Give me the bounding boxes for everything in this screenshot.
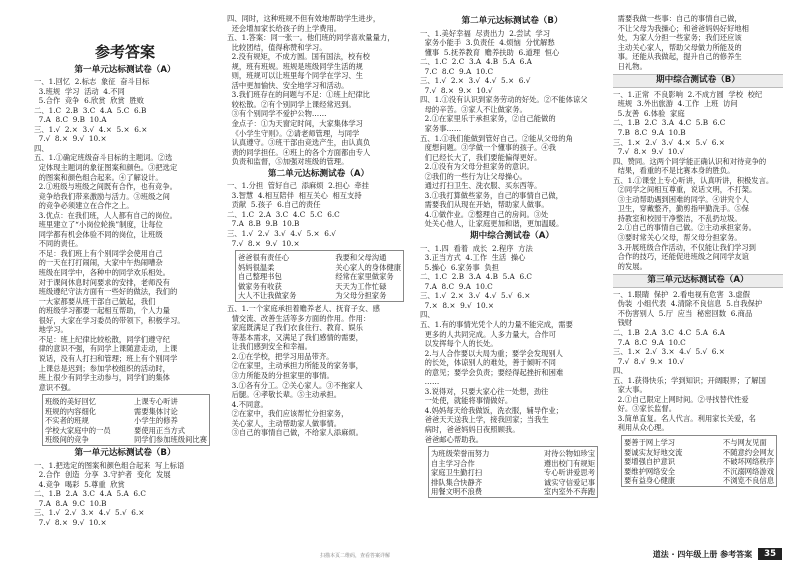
answer-line: 的发展。 — [613, 261, 647, 271]
answer-line: 诚实守信爱记事 — [543, 477, 595, 487]
answer-line: 日礼物。 — [613, 61, 647, 71]
footer-label: 道法 · 四年级上册 参考答案 — [652, 549, 753, 559]
answer-line: 不让父母为我操心；和爸爸妈妈好好地相 — [613, 23, 749, 33]
answer-line: …… — [420, 377, 440, 387]
column-2 — [227, 14, 410, 541]
answer-line: 三、1.√ 2.× 3.√ 4.× 5.× 6.× — [34, 124, 148, 134]
answer-line: 爸爸天天送我上学，接我回家；当我生 — [420, 415, 549, 425]
answer-line: 5.友善 6.体验 家庭 — [613, 108, 685, 118]
answer-line: 责的同学担任。④班上的各个方面都由专人 — [227, 147, 371, 157]
answer-line: 需要我做一些事：自己的事情自己做， — [613, 14, 742, 23]
answer-line: 要维护网络安全 — [624, 466, 676, 476]
answer-line: 班级在同学中，各种中的同学欢乐相处。 — [34, 268, 170, 278]
answer-line: 一、1.回忆 2.标志 象征 奋斗目标 — [34, 77, 150, 87]
column-4 — [613, 14, 783, 541]
answer-line: 五、1.有的事情光凭个人的力量不能完成，需要 — [420, 319, 573, 329]
answer-line: 经常在家里做家务 — [335, 272, 394, 282]
answer-line: 好。③家长监督。 — [613, 404, 677, 414]
answer-line: 一、1.正常 不良影响 2.不成方圆 学校 校纪 — [613, 89, 763, 99]
matching-left — [238, 253, 296, 301]
section-heading: 第二单元达标测试卷（B） — [461, 16, 563, 26]
answer-line: 2.①在学校，把学习用品带齐。 — [227, 351, 334, 361]
section-heading: 第一单元达标测试卷（A） — [74, 64, 176, 75]
answer-line: 3.①我打算做些家务，自己的事情自己做， — [420, 190, 563, 200]
answer-line: 为班级荣誉而努力 — [431, 449, 490, 459]
answer-line: 7.A 8.C 9.B 10.A — [34, 115, 107, 125]
answer-line: 对待公物如珍宝 — [543, 449, 595, 459]
answer-line: 7.B 8.C 9.A 10.B — [613, 128, 686, 138]
answer-line: 同学们参加班级间比赛 — [134, 435, 207, 445]
answer-line: 五、1.①我们能做到管好自己。②能从父母的角 — [420, 133, 573, 143]
answer-line: 活中更加愉快、安全地学习和活动。 — [227, 80, 349, 90]
answer-line: 母的辛苦。③家人不让做家务。 — [420, 104, 527, 114]
page-number: 35 — [758, 548, 782, 560]
answer-line: 3.①各有分工。②关心家人。③不拖家人 — [227, 380, 363, 390]
answer-line: 上课专心听讲 — [134, 397, 178, 407]
answer-line: 金点子：①为天窗定时间，大家集体学习 — [227, 119, 363, 129]
answer-line: 规，班有班规。班规是班级同学生活的规 — [227, 61, 363, 71]
answer-line: 三、1.√ 2.√ 3.× 4.√ 5.√ 6.× — [34, 508, 145, 518]
answer-line: 室内室外不奔跑 — [543, 487, 595, 497]
answer-block — [420, 244, 604, 444]
answer-line: 五、1.答案：同一张一。他们班的同学喜欢量量力， — [227, 33, 395, 43]
answer-line: 7.A 8.C 9.A 10.C — [613, 337, 686, 347]
answer-line: 二、1.B 2.A 3.C 4.C 5.A 6.A — [613, 327, 725, 337]
answer-line: 不浏览不良信息 — [722, 476, 774, 486]
answer-line: 二、1.C 2.B 3.C 4.A 5.C 6.B — [34, 105, 147, 115]
answer-line: 3.智慧 4.相互陪伴 相互关心 相互支持 — [227, 190, 362, 200]
answer-line: 班级遵纪守法方面有一些好的做法，我们的 — [34, 287, 178, 297]
answer-line: 不与网友见面 — [722, 437, 767, 447]
answer-line: 二、1.C 2.A 3.C 4.C 5.C 6.C — [227, 209, 340, 219]
answer-line: 卫生，穿戴整齐，勤剪指甲勤洗手。⑤保 — [613, 204, 749, 214]
answer-line: 处关心他人，让家庭更加和谐，更加温暖。 — [420, 219, 564, 229]
answer-line: 7.A 8.B 9.B 10.B — [227, 219, 300, 229]
answer-line: 用餐文明不浪费 — [431, 487, 483, 497]
answer-line: 大人不让我做家务 — [238, 291, 297, 301]
page-title: 参考答案 — [94, 43, 155, 61]
answer-line: 遵出校门有规矩 — [543, 458, 595, 468]
answer-line: 班里建立了“小岗位轮换”制度，让每位 — [34, 220, 163, 230]
answer-line: 不伤害别人 5.厅 应当 秘密回数 6.商品 — [613, 308, 753, 318]
answer-line: 定体现主题词的象征图案和颜色。③把选定 — [34, 163, 178, 173]
answer-line: 则，班规可以让班里每个同学在学习、生 — [227, 71, 363, 81]
answer-line: 们已经长大了，我们要能偏得更好。 — [420, 152, 542, 162]
matching-diagram — [428, 446, 598, 498]
answer-line: 要善于网上学习 — [624, 437, 676, 447]
answer-line: 持教室和校园干净整洁，不乱扔垃圾。 — [613, 213, 742, 223]
answer-line: 2.与人合作要以大局为重；要学会发现别人 — [420, 348, 563, 358]
answer-line: 处，为家人分担一些家务；我们还应该 — [613, 33, 742, 43]
answer-line: 一处使，就能将事情做好。 — [420, 396, 513, 406]
matching-right — [134, 397, 207, 445]
answer-line: 病时，爸爸妈妈日夜照顾我。 — [420, 424, 520, 434]
answer-line: 事。还能从我做起，提升自己的修养生 — [613, 52, 742, 62]
answer-line: 不足：我们班上有个别同学会使用自己 — [34, 248, 163, 258]
section-heading: 第一单元达标测试卷（B） — [74, 448, 176, 459]
answer-line: 上课总是迟到；参加学校组织的活动时， — [34, 363, 170, 373]
answer-line: 四、赞同。这两个同学能正确认识和对待竞争的 — [613, 156, 767, 166]
answer-line: 3.正当方式 4.工作 生活 操心 — [420, 253, 526, 263]
answer-line: 的竞争必须建立在合作之上。 — [34, 201, 134, 211]
answer-line: 度想问题。③学做一个懂事的孩子。④我 — [420, 143, 556, 153]
answer-line: 二、1.B 2.A 3.C 4.A 5.A 6.C — [34, 489, 146, 499]
answer-line: 7.A 8.C 9.A 10.C — [420, 281, 493, 291]
answer-line: 2.①班级与班级之间既有合作，也有竞争。 — [34, 182, 177, 192]
answer-line: 要诚实友好地交流 — [624, 447, 683, 457]
answer-line: 一、1.四 看着 成长 2.程序 方法 — [420, 243, 533, 253]
matching-diagram — [235, 250, 404, 302]
answer-line: 一、1.分担 管好自己 添麻烦 2.担心 牵挂 — [227, 181, 369, 191]
answer-line: 五、1.①确定班级奋斗目标的主题词。②选 — [34, 153, 173, 163]
answer-line: 学校大家庭中的一员 — [45, 425, 111, 435]
answer-line: 7.√ 8.× 9.× 10.√ — [420, 85, 493, 95]
answer-line: 地学习。 — [34, 325, 68, 335]
answer-line: 通过打扫卫生、洗衣服、买东西等。 — [420, 181, 542, 191]
answer-line: 小学生的修养 — [134, 416, 178, 426]
answer-block — [613, 290, 783, 433]
answer-line: 三、1.√ 2.× 3.√ 4.√ 5.× 6.√ — [420, 76, 531, 86]
matching-right — [335, 253, 401, 301]
answer-line: 合作的技巧，还能促进班级之间同学友谊 — [613, 252, 749, 262]
answer-line: 3.简单直复。名人代言。利用家长关爱，名 — [613, 413, 756, 423]
answer-line: 家务小能手 3.负责任 4.烦恼 分忧解愁 — [420, 38, 555, 48]
answer-line: 班规 3.外出旅游 4.工作 上班 访问 — [613, 99, 738, 109]
answer-line: 主动关心家人，帮助父母做力所能及的 — [613, 42, 742, 52]
answer-line: 7.× 8.× 9.√ 10.× — [420, 300, 495, 310]
answer-line: 做家务有收获 — [238, 281, 282, 291]
answer-line: 爸爸邮心帮助我。 — [420, 434, 484, 444]
answer-line: 3.优点：在我们班，人人都有自己的岗位。 — [34, 210, 177, 220]
answer-line: 二、1.B 2.C 3.A 4.C 5.B 6.C — [613, 118, 726, 128]
matching-right — [723, 438, 774, 486]
answer-line: 更多的人共同完成。人多力量大，合作可 — [420, 329, 556, 339]
answer-line: 7.√ 8.× 9.√ 10.× — [227, 238, 300, 248]
answer-line: 三、1.× 2.√ 3.× 4.√ 5.√ 6.× — [613, 347, 725, 357]
answer-block — [34, 461, 216, 528]
answer-line: 懂事 5.抚养教育 赡养扶助 6.道理 恒心 — [420, 47, 560, 57]
answer-line: 四、 — [613, 366, 628, 376]
answer-line: 自主学习合作 — [431, 458, 475, 468]
answer-line: 利用从众心理。 — [613, 423, 669, 433]
answer-line: 负责和监督，⑤加强对班级的管理。 — [227, 157, 349, 167]
answer-line: 2.合作 创造 分享 3.守护者 变化 发展 — [34, 470, 171, 480]
answer-line: 竞争给我们带来激励与活力。③班级之间 — [34, 191, 170, 201]
answer-line: 三、1.√ 2.√ 3.√ 4.√ 5.× 6.√ — [227, 229, 336, 239]
answer-line: 后腿。④孝敬长辈。⑤主动承担。 — [227, 390, 342, 400]
answer-line: ③力所能及的分担家里的事情。 — [227, 370, 334, 380]
answer-line: 爸爸很有责任心 — [238, 253, 290, 263]
matching-left — [45, 397, 111, 445]
answer-line: 二、1.C 2.C 3.A 4.B 5.A 6.A — [420, 57, 532, 67]
answer-line: 《小学生守则》。②请老师管理，与同学 — [227, 128, 360, 138]
answer-line: 的图案和颜色组合起来。④了解设计。 — [34, 172, 163, 182]
answer-line: 一、1.眼睛 保护 2.看电视有危害 3.虚假 — [613, 289, 750, 299]
answer-line: 为父母分担家务 — [335, 291, 387, 301]
answer-line: 自己整理书包 — [238, 272, 282, 282]
matching-left — [431, 449, 489, 497]
answer-block — [34, 77, 216, 392]
answer-block — [227, 14, 410, 167]
answer-line: ③要时常关心父母，帮父母分担家务。 — [613, 233, 742, 243]
answer-line: 三、1.√ 2.× 3.√ 4.√ 5.√ 6.× — [420, 291, 531, 301]
answer-line: 班规的内容细化 — [45, 406, 97, 416]
answer-line: 班上很少有同学主动参与，同学们的集体 — [34, 373, 170, 383]
answer-line: 班级间的竞争 — [45, 435, 89, 445]
answer-line: 要有益身心健康 — [624, 476, 676, 486]
answer-line: 情交流、改善生活等多方面的作用。作用： — [227, 313, 371, 323]
answer-line: ③自己的事情自己做，不给家人添麻烦。 — [227, 428, 363, 438]
matching-right — [544, 449, 595, 497]
answer-line: 家庭卫生勤打扫 — [431, 468, 483, 478]
answer-line: 很好，大家在学习委员的带领下，积极学习。 — [34, 315, 185, 325]
answer-line: 要增强自护意识 — [624, 457, 676, 467]
answer-line: 家庭既满足了我们衣食住行、教育、娱乐 — [227, 323, 363, 333]
answer-line: 一大家都要从班干部自己做起，我们 — [34, 296, 156, 306]
answer-line: 钱财 — [613, 318, 633, 328]
section-heading: 第二单元达标测试卷（A） — [267, 168, 370, 179]
answer-line: 以发挥每个人的长处。 — [420, 339, 498, 349]
answer-line: 家务事…… — [420, 124, 462, 134]
answer-line: 2.没有规矩，不成方圆。国有国法，校有校 — [227, 52, 370, 62]
answer-line: 需要我们从现在开始，帮助家人做事。 — [420, 200, 549, 210]
answer-line: 说话，没有人打扫和管理；班上有个别同学 — [34, 353, 178, 363]
answer-line: 要使用正当方式 — [134, 425, 186, 435]
answer-line: 2.①自己限定上网时间。②寻找替代性爱 — [613, 394, 749, 404]
answer-line: 专心听讲爱思考 — [543, 468, 595, 478]
answer-line: 2.①没有为父母分担家务的意识。 — [420, 162, 534, 172]
page-footer — [653, 547, 782, 561]
matching-left — [624, 438, 682, 486]
answer-line: 妈妈很温柔 — [238, 262, 275, 272]
answer-line: 不足：班上纪律比较松散，同学们遵守纪 — [34, 334, 170, 344]
answer-line: 2.①在家里乐于承担家务，②自己能做的 — [420, 114, 556, 124]
answer-line: 7.√ 8.× 9.√ 10.√ — [613, 147, 685, 157]
answer-line: 意识不强。 — [34, 382, 76, 392]
answer-line: 对于课间休息时间要求的安排，老师没有 — [34, 277, 170, 287]
answer-line: 结果，看重的不是比赛本身的胜负。 — [613, 166, 735, 176]
answer-line: 的一天在打打闹闹，大家中午热闹嘈杂 — [34, 258, 163, 268]
answer-line: 四、同时，这种班规不但有效地帮助学生进步， — [227, 14, 381, 23]
answer-line: 四、 — [420, 310, 435, 320]
answer-block — [227, 304, 410, 438]
answer-line: ②在家中，我们应该帮忙分担家务， — [227, 409, 349, 419]
answer-line: 的意见；要学会负责；要经得起挫折和困难 — [420, 367, 564, 377]
answer-line: 4.竞争 喝彩 5.尊重 欣赏 — [34, 479, 125, 489]
answer-block — [227, 181, 410, 248]
answer-line: ②我们的一些行为让父母操心。 — [420, 171, 527, 181]
answer-line: 五、1.①课堂上专心听讲，认真听讲，积极发言。 — [613, 175, 774, 185]
answer-line: 三、1.× 2.√ 3.√ 4.× 5.√ 6.× — [613, 137, 725, 147]
column-3 — [420, 14, 604, 541]
answer-line: 贡献 5.孩子 6.自己的责任 — [227, 200, 321, 210]
section-heading-box: 期中综合测试卷（B） — [613, 74, 783, 88]
section-heading — [613, 274, 783, 288]
answer-line: 五、1.获得快乐；学到知识；开阔眼界；了解国 — [613, 375, 766, 385]
answer-line: 较松散。②有个别同学上课经常迟到。 — [227, 99, 356, 109]
answer-line: 律的意识不强，有同学上课随意走动，上课 — [34, 344, 178, 354]
answer-block — [613, 90, 783, 271]
answer-line: 不同的责任。 — [34, 239, 83, 249]
section-heading: 期中综合测试卷（A） — [470, 231, 554, 242]
answer-line: 不沉溺网络游戏 — [722, 466, 774, 476]
answer-line: 需要集体讨论 — [134, 406, 178, 416]
answer-line: 关心家人的身体健康 — [335, 262, 401, 272]
answer-line: 不随意约会网友 — [722, 447, 774, 457]
matching-diagram — [621, 435, 777, 487]
answer-line: 关心家人，主动帮助家人做事情。 — [227, 418, 342, 428]
answer-line: 7.√ 8.√ 9.× 10.√ — [613, 356, 685, 366]
section-heading-box: 第三单元达标测试卷（A） — [613, 274, 783, 288]
answer-line: 7.C 8.C 9.A 10.C — [420, 66, 494, 76]
answer-line: 4.妈妈每天给我做饭，洗衣服，辅导作业； — [420, 405, 563, 415]
answer-line: 3.说得对，只要大家心往一处想，劲往 — [420, 386, 549, 396]
answer-line: 家大事。 — [613, 385, 647, 395]
matching-diagram — [42, 394, 210, 446]
answer-line: 比较团结，值得称赞和学习。 — [227, 42, 327, 52]
answer-line: ②同学之间相互尊重，说话文明，不打架。 — [613, 185, 757, 195]
answer-line: 4.不同意。 — [227, 399, 268, 409]
answer-line: 2.①自己的事情自己做。②主动承担家务。 — [613, 223, 756, 233]
answer-line: 还会增加家长给孩子的上学费用。 — [227, 23, 342, 33]
answer-line: 二、1.C 2.B 3.A 4.B 5.A 6.C — [420, 272, 532, 282]
answer-line: 的长处，体谅别人的难处，善于倾听不同 — [420, 358, 556, 368]
answer-line: 我要和父母沟通 — [335, 253, 387, 263]
answer-line: 认真遵守。③班干部由竞选产生，由认真负 — [227, 138, 371, 148]
answer-line: 伪装 小组代表 4.清除不良信息 5.自我保护 — [613, 299, 763, 309]
answer-line: 3.开展班级合作活动，不仅能让我们学习到 — [613, 242, 756, 252]
answer-line: 同学都有机会体验不同的岗位，让班级 — [34, 229, 163, 239]
answer-line: 四、1.①没有认识到家务劳动的好处。②不能体谅父 — [420, 95, 588, 105]
answer-line: ③主动帮助遇到困难的同学。④讲究个人 — [613, 194, 749, 204]
answer-line: 5.操心 6.家务事 负担 — [420, 262, 499, 272]
answer-line: 班级的美好回忆 — [45, 397, 97, 407]
answer-line: 等基本需求，又满足了我们感情的需要， — [227, 332, 363, 342]
answer-line: ③有个别同学不爱护公物…… — [227, 109, 327, 119]
answer-line: 五、1.一个家庭承担着赡养老人、抚育子女、感 — [227, 304, 380, 314]
answer-line: 7.√ 8.× 9.√ 10.× — [34, 517, 107, 527]
answer-block — [613, 14, 783, 71]
answer-line: 一、1.把选定的图案和颜色组合起来 写上标语 — [34, 460, 185, 470]
answer-line: 排队集合快静齐 — [431, 477, 483, 487]
answer-line: 一、1.美好幸福 尽责出力 2.尝试 学习 — [420, 28, 550, 38]
answer-line: 5.合作 竞争 6.欣赏 欣赏 胜败 — [34, 96, 145, 106]
answer-block — [420, 29, 604, 229]
answer-line: 不实者的班规 — [45, 416, 89, 426]
answer-line: 不破坏网络秩序 — [722, 457, 774, 467]
answer-line: 四、 — [34, 143, 49, 153]
answer-line: 让我们感到安全和幸福。 — [227, 342, 312, 352]
answer-line: 天天为工作忙碌 — [335, 281, 387, 291]
footnote: 扫描本页二维码，查看答案详解 — [320, 553, 391, 559]
answer-line: 3.我们班存在的问题与不足：①班上纪律比 — [227, 90, 370, 100]
section-heading — [613, 74, 783, 88]
answer-line: 7.A 8.A 9.C 10.B — [34, 498, 107, 508]
answer-line: 4.①做作业。②整理自己的房间。③处 — [420, 209, 549, 219]
answer-line: 的班级学习都要一起相互帮助，个人力量 — [34, 306, 170, 316]
answer-line: 7.√ 8.× 9.√ 10.× — [34, 134, 107, 144]
answer-line: ②在家里，主动承担力所能及的家务事， — [227, 361, 363, 371]
column-1 — [34, 14, 216, 541]
answer-line: 3.班规 学习 活动 4.不同 — [34, 86, 125, 96]
